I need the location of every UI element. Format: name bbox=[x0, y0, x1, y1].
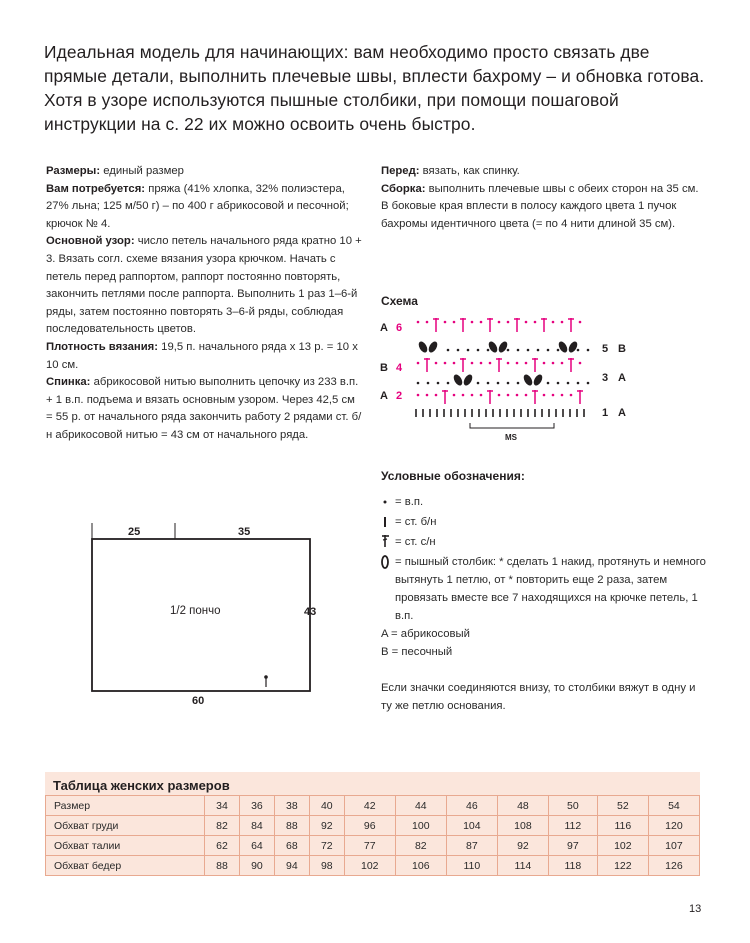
chain-symbol bbox=[480, 394, 483, 397]
chart-symbols bbox=[416, 318, 589, 417]
table-cell: 96 bbox=[344, 816, 395, 836]
table-cell: 104 bbox=[446, 816, 497, 836]
chain-symbol bbox=[567, 382, 570, 385]
chain-symbol bbox=[577, 349, 580, 352]
chain-symbol bbox=[552, 321, 555, 324]
dimension-top-right: 35 bbox=[238, 526, 251, 538]
chain-symbol bbox=[587, 349, 590, 352]
chain-symbol bbox=[557, 349, 560, 352]
poncho-schematic bbox=[80, 515, 340, 715]
page-number: 13 bbox=[689, 903, 702, 915]
table-cell: 42 bbox=[344, 796, 395, 816]
row-number: 2 bbox=[396, 390, 403, 402]
chain-symbol bbox=[435, 394, 438, 397]
legend-color-b: B = песочный bbox=[381, 646, 453, 658]
chain-symbol bbox=[517, 349, 520, 352]
chain-stitch-icon bbox=[381, 493, 395, 513]
chain-symbol bbox=[570, 394, 573, 397]
row-header: Обхват груди bbox=[46, 816, 205, 836]
chain-symbol bbox=[537, 382, 540, 385]
chain-symbol bbox=[457, 349, 460, 352]
chain-symbol bbox=[427, 382, 430, 385]
chain-symbol bbox=[579, 362, 582, 365]
chain-symbol bbox=[587, 382, 590, 385]
row-color-label: B bbox=[618, 343, 626, 355]
table-cell: 50 bbox=[548, 796, 597, 816]
table-cell: 118 bbox=[548, 856, 597, 876]
chart-row-labels bbox=[380, 322, 626, 419]
chain-symbol bbox=[462, 394, 465, 397]
chain-symbol bbox=[498, 394, 501, 397]
chain-symbol bbox=[516, 362, 519, 365]
table-cell: 72 bbox=[309, 836, 344, 856]
table-cell: 98 bbox=[309, 856, 344, 876]
front-paragraph: Перед: вязать, как спинку. bbox=[381, 165, 520, 177]
table-cell: 122 bbox=[597, 856, 648, 876]
table-cell: 92 bbox=[309, 816, 344, 836]
panel-label: 1/2 пончо bbox=[170, 605, 221, 617]
chain-symbol bbox=[471, 321, 474, 324]
table-cell: 82 bbox=[395, 836, 446, 856]
table-row bbox=[46, 836, 700, 856]
table-cell: 120 bbox=[648, 816, 699, 836]
assembly-paragraph: Сборка: выполнить плечевые швы с обеих сторон на 35 см. В боковые края вплести в полосу каждого цвета 1 пучок бахромы идентичного цвета (= по 4 нити длиной 35 см). bbox=[381, 182, 699, 230]
dimension-width: 60 bbox=[192, 695, 205, 707]
chain-symbol bbox=[426, 394, 429, 397]
chain-symbol bbox=[507, 321, 510, 324]
table-cell: 88 bbox=[205, 856, 240, 876]
chain-symbol bbox=[453, 394, 456, 397]
row-number: 3 bbox=[602, 372, 609, 384]
dimension-top-left: 25 bbox=[128, 526, 141, 538]
chain-symbol bbox=[444, 321, 447, 324]
table-cell: 38 bbox=[274, 796, 309, 816]
legend-title: Условные обозначения: bbox=[381, 469, 525, 483]
puff-stitch-symbol bbox=[462, 373, 474, 387]
instructions-left-column bbox=[46, 163, 364, 445]
chain-symbol bbox=[525, 362, 528, 365]
table-cell: 68 bbox=[274, 836, 309, 856]
chain-symbol bbox=[453, 362, 456, 365]
chain-symbol bbox=[437, 382, 440, 385]
chain-symbol bbox=[477, 382, 480, 385]
chain-symbol bbox=[487, 349, 490, 352]
chain-symbol bbox=[417, 362, 420, 365]
table-row bbox=[46, 816, 700, 836]
gauge-paragraph: Плотность вязания: 19,5 п. начального ряда х 13 р. = 10 х 10 см. bbox=[46, 340, 358, 371]
table-cell: 64 bbox=[239, 836, 274, 856]
schema-title: Схема bbox=[381, 294, 418, 308]
chain-symbol bbox=[525, 321, 528, 324]
chain-symbol bbox=[457, 382, 460, 385]
table-cell: 52 bbox=[597, 796, 648, 816]
chain-symbol bbox=[525, 394, 528, 397]
table-cell: 92 bbox=[497, 836, 548, 856]
table-cell: 112 bbox=[548, 816, 597, 836]
row-header: Обхват талии bbox=[46, 836, 205, 856]
table-cell: 87 bbox=[446, 836, 497, 856]
crochet-chart bbox=[378, 312, 638, 442]
dimension-height: 43 bbox=[304, 606, 317, 618]
chain-symbol bbox=[552, 394, 555, 397]
chain-symbol bbox=[561, 321, 564, 324]
chain-symbol bbox=[507, 394, 510, 397]
chain-symbol bbox=[453, 321, 456, 324]
chain-symbol bbox=[561, 394, 564, 397]
chain-symbol bbox=[426, 321, 429, 324]
puff-stitch-symbol bbox=[567, 340, 579, 354]
chain-symbol bbox=[516, 394, 519, 397]
table-cell: 102 bbox=[344, 856, 395, 876]
table-cell: 36 bbox=[239, 796, 274, 816]
table-cell: 40 bbox=[309, 796, 344, 816]
chain-symbol bbox=[467, 349, 470, 352]
chain-symbol bbox=[417, 321, 420, 324]
chain-symbol bbox=[471, 394, 474, 397]
materials-paragraph: Вам потребуется: пряжа (41% хлопка, 32% полиэстера, 27% льна; 125 м/50 г) – по 400 г абрикосовой и песочной; крючок № 4. bbox=[46, 182, 349, 230]
row-number: 6 bbox=[396, 322, 403, 334]
chain-symbol bbox=[557, 382, 560, 385]
chain-symbol bbox=[579, 321, 582, 324]
chain-symbol bbox=[547, 349, 550, 352]
double-crochet-icon bbox=[381, 533, 395, 553]
row-header: Обхват бедер bbox=[46, 856, 205, 876]
chain-symbol bbox=[561, 362, 564, 365]
chain-symbol bbox=[507, 349, 510, 352]
chain-symbol bbox=[552, 362, 555, 365]
table-cell: 84 bbox=[239, 816, 274, 836]
table-cell: 126 bbox=[648, 856, 699, 876]
chain-symbol bbox=[534, 321, 537, 324]
chain-symbol bbox=[543, 394, 546, 397]
chain-symbol bbox=[435, 362, 438, 365]
chain-symbol bbox=[543, 362, 546, 365]
chain-symbol bbox=[527, 382, 530, 385]
table-cell: 102 bbox=[597, 836, 648, 856]
chain-symbol bbox=[477, 349, 480, 352]
puff-stitch-symbol bbox=[417, 340, 429, 354]
table-cell: 94 bbox=[274, 856, 309, 876]
table-cell: 82 bbox=[205, 816, 240, 836]
puff-stitch-symbol bbox=[452, 373, 464, 387]
instructions-right-column bbox=[381, 163, 707, 233]
chain-symbol bbox=[547, 382, 550, 385]
chain-symbol bbox=[517, 382, 520, 385]
table-cell: 106 bbox=[395, 856, 446, 876]
legend-chain: = в.п. bbox=[381, 493, 707, 513]
table-cell: 110 bbox=[446, 856, 497, 876]
chain-symbol bbox=[480, 321, 483, 324]
table-cell: 107 bbox=[648, 836, 699, 856]
table-cell: 34 bbox=[205, 796, 240, 816]
row-color-label: A bbox=[618, 407, 626, 419]
chain-symbol bbox=[537, 349, 540, 352]
chain-symbol bbox=[467, 382, 470, 385]
back-paragraph: Спинка: абрикосовой нитью выполнить цепочку из 233 в.п. + 1 в.п. подъема и вязать основным узором. Через 42,5 см = 55 р. от начального ряда закончить работу 2 рядами ст. б/н абрикосовой нитью = 43 см от начального ряда. bbox=[46, 376, 362, 441]
chain-symbol bbox=[527, 349, 530, 352]
table-cell: 108 bbox=[497, 816, 548, 836]
row-color-label: A bbox=[618, 372, 626, 384]
table-row bbox=[46, 796, 700, 816]
puff-stitch-symbol bbox=[532, 373, 544, 387]
table-cell: 54 bbox=[648, 796, 699, 816]
chain-symbol bbox=[444, 362, 447, 365]
puff-stitch-icon bbox=[381, 553, 395, 575]
repeat-bracket bbox=[470, 423, 554, 442]
table-cell: 97 bbox=[548, 836, 597, 856]
size-table bbox=[45, 772, 700, 876]
chain-symbol bbox=[417, 382, 420, 385]
intro-paragraph: Идеальная модель для начинающих: вам необходимо просто связать две прямые детали, выполнить плечевые швы, вплести бахрому – и обновка готова. Хотя в узоре используются пышные столбики, при помощи пошаговой инструкции на с. 22 их можно освоить очень быстро. bbox=[44, 42, 705, 134]
puff-stitch-symbol bbox=[497, 340, 509, 354]
chain-symbol bbox=[480, 362, 483, 365]
table-cell: 100 bbox=[395, 816, 446, 836]
chain-symbol bbox=[489, 362, 492, 365]
row-color-label: A bbox=[380, 390, 388, 402]
table-cell: 114 bbox=[497, 856, 548, 876]
row-color-label: B bbox=[380, 362, 388, 374]
legend-color-a: A = абрикосовый bbox=[381, 628, 470, 640]
chain-symbol bbox=[487, 382, 490, 385]
row-number: 1 bbox=[602, 407, 609, 419]
size-table-title: Таблица женских размеров bbox=[53, 778, 230, 793]
repeat-label: MS bbox=[505, 433, 517, 442]
chain-symbol bbox=[417, 394, 420, 397]
main-pattern-paragraph: Основной узор: число петель начального ряда кратно 10 + 3. Вязать согл. схеме вязания узора крючком. Начать с петель перед раппортом, раппорт постоянно повторять, закончить петлями после раппорта. Выполнить 1 раз 1–6-й ряды, затем постоянно повторять 3–6-й ряды, соблюдая последовательность цветов. bbox=[46, 235, 362, 336]
chain-symbol bbox=[507, 382, 510, 385]
table-cell: 44 bbox=[395, 796, 446, 816]
table-cell: 116 bbox=[597, 816, 648, 836]
table-cell: 62 bbox=[205, 836, 240, 856]
row-header: Размер bbox=[46, 796, 205, 816]
legend-note: Если значки соединяются внизу, то столбики вяжут в одну и ту же петлю основания. bbox=[381, 682, 696, 712]
legend-double-crochet: = ст. с/н bbox=[381, 533, 707, 553]
chain-symbol bbox=[471, 362, 474, 365]
chain-symbol bbox=[447, 382, 450, 385]
puff-stitch-symbol bbox=[487, 340, 499, 354]
row-number: 4 bbox=[396, 362, 403, 374]
table-cell: 88 bbox=[274, 816, 309, 836]
puff-stitch-symbol bbox=[557, 340, 569, 354]
chain-symbol bbox=[498, 321, 501, 324]
legend-puff-stitch: = пышный столбик: * сделать 1 накид, протянуть и немного вытянуть 1 петлю, от * повторить еще 2 раза, затем провязать вместе все 7 находящихся на крючке петель, 1 в.п. bbox=[381, 553, 707, 625]
size-table-grid bbox=[45, 795, 700, 876]
table-cell: 90 bbox=[239, 856, 274, 876]
table-cell: 46 bbox=[446, 796, 497, 816]
single-crochet-icon bbox=[381, 513, 395, 533]
table-cell: 77 bbox=[344, 836, 395, 856]
sizes-paragraph: Размеры: единый размер bbox=[46, 165, 184, 177]
chain-symbol bbox=[497, 382, 500, 385]
table-cell: 48 bbox=[497, 796, 548, 816]
table-row bbox=[46, 856, 700, 876]
legend-single-crochet: = ст. б/н bbox=[381, 513, 707, 533]
puff-stitch-symbol bbox=[522, 373, 534, 387]
legend bbox=[381, 467, 707, 715]
row-number: 5 bbox=[602, 343, 609, 355]
row-color-label: A bbox=[380, 322, 388, 334]
chain-symbol bbox=[577, 382, 580, 385]
chain-symbol bbox=[447, 349, 450, 352]
puff-stitch-symbol bbox=[427, 340, 439, 354]
chain-symbol bbox=[507, 362, 510, 365]
